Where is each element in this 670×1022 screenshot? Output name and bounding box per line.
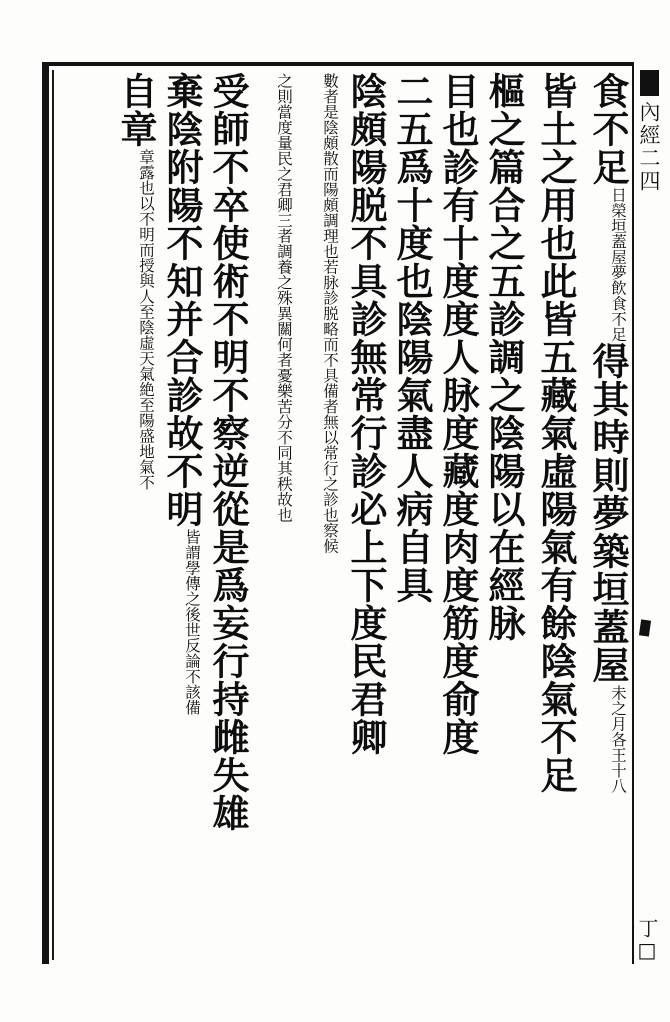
text-column-9: [200, 70, 250, 960]
column-11-note-a: 章露也以不明而授與人至陰虛天氣絶至陽盛地氣不: [137, 149, 155, 490]
column-1-main-a: 食不足: [586, 72, 630, 186]
text-column-8: [246, 70, 292, 960]
margin-block-mark: [640, 70, 659, 96]
column-10-main: 棄陰附陽不知并合診故不明: [160, 72, 204, 528]
text-column-10: [154, 70, 204, 960]
column-4-main-a: 目也: [436, 72, 480, 148]
text-column-7: [292, 70, 338, 960]
text-column-2: [522, 70, 578, 960]
column-5-main-b: 陰陽氣盡人病自具: [390, 300, 434, 604]
text-column-1: [574, 70, 630, 960]
column-6-main-a: 陰頗陽脱不具診無常行診必上下度民君卿: [344, 72, 388, 756]
column-1-note-b: 未之月各王十八: [609, 685, 627, 794]
text-column-11: [102, 70, 158, 960]
column-5-main-a: 二五爲十度也: [390, 72, 434, 300]
column-10-note: 皆謂學傳之後世反論不該備: [183, 529, 201, 715]
column-11-main-a: 自章: [114, 72, 158, 148]
margin-running-head: [624, 70, 664, 960]
margin-title-text: 內經二四: [637, 101, 661, 193]
margin-footer-mark: 丁□: [635, 918, 659, 962]
column-3-main-a: 樞之篇: [482, 72, 526, 186]
text-column-4: [430, 70, 480, 960]
column-7-note: 數者是陰頗散而陽頗調理也若脉診脱略而不具備者無以常行之診也察候: [321, 73, 339, 554]
column-2-main-a: 皆土之用也: [534, 72, 578, 262]
column-2-main-b: 此皆五藏氣虛陽氣有餘陰氣不足: [534, 262, 578, 794]
column-1-note-a: 日榮垣蓋屋夢飲食不足: [609, 187, 627, 342]
column-1-main-b: 得其時則夢築垣蓋屋: [586, 342, 630, 684]
column-9-main: 受師不卒使術不明不察逆從是爲妄行持雌失雄: [206, 72, 250, 832]
text-column-6: [338, 70, 388, 960]
column-3-main-b: 合之五診調之陰陽以在經脉: [482, 186, 526, 642]
text-column-5: [384, 70, 434, 960]
text-columns: [52, 70, 628, 960]
column-8-note: 之則當度量民之君卿三者調養之殊異關何者憂樂苦分不同其秩故也: [275, 73, 293, 523]
text-column-3: [476, 70, 526, 960]
column-4-main-b: 診有十度度人脉度藏度肉度筋度俞度: [436, 148, 480, 756]
